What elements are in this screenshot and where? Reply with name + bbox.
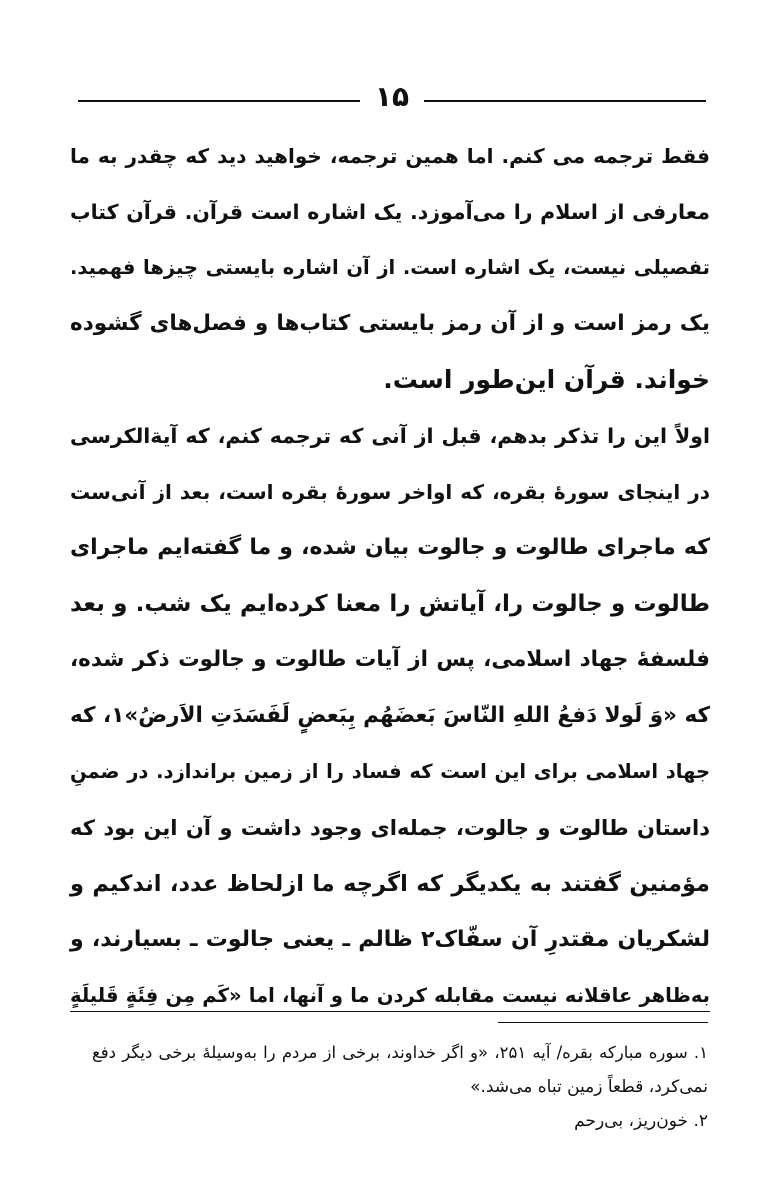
text-line: مؤمنین گفتند به یکدیگر که اگرچه ما ازلحاظ عدد، اندکیم و — [70, 871, 710, 897]
footnote-line: ۲. خون‌ریز، بی‌رحم — [574, 1111, 708, 1131]
footnote-divider — [498, 1022, 708, 1023]
body-paragraphs — [70, 128, 710, 1024]
header-rule-left — [78, 100, 360, 102]
text-line: طالوت و جالوت را، آیاتش را معنا کرده‌ایم یک شب. و بعد — [70, 591, 710, 617]
text-line: داستان طالوت و جالوت، جمله‌ای وجود داشت و آن این بود که — [70, 816, 710, 840]
text-line: تفصیلی نیست، یک اشاره است. از آن اشاره بایستی چیزها فهمید. — [70, 256, 710, 279]
text-line: که ماجرای طالوت و جالوت بیان شده، و ما گفته‌ایم ماجرای — [70, 535, 710, 560]
underlined-text: به‌ظاهر عاقلانه نیست مقابله کردن ما و آنها، اما «کَم مِن فِئَةٍ قَلیلَةٍ — [70, 984, 710, 1012]
text-line: فقط ترجمه می کنم. اما همین ترجمه، خواهید دید که چقدر به ما — [70, 144, 710, 168]
text-line: که «وَ لَولا دَفعُ اللهِ النّاسَ بَعضَهُم بِبَعضٍ لَفَسَدَتِ الاَرضُ»۱، که — [70, 703, 710, 728]
footnote-line: ۱. سوره مبارکه بقره/ آیه ۲۵۱، «و اگر خداوند، برخی از مردم را به‌وسیلهٔ برخی دیگر دفع — [92, 1043, 708, 1062]
header-rule-right — [424, 100, 706, 102]
text-line: اولاً این را تذکر بدهم، قبل از آنی که ترجمه کنم، که آیةالکرسی — [70, 424, 710, 448]
footnote-line: نمی‌کرد، قطعاً زمین تباه می‌شد.» — [470, 1077, 708, 1097]
text-line: خواند. قرآن این‌طور است. — [383, 365, 710, 394]
footnotes — [92, 1036, 708, 1138]
text-line: فلسفهٔ جهاد اسلامی، پس از آیات طالوت و جالوت ذکر شده، — [70, 647, 710, 672]
text-line: معارفی از اسلام را می‌آموزد. یک اشاره است قرآن. قرآن کتاب — [70, 200, 710, 224]
page-header — [78, 78, 706, 118]
text-line: در اینجای سورهٔ بقره، که اواخر سورهٔ بقره است، بعد از آنی‌ست — [70, 480, 710, 504]
page-number: ۱۵ — [374, 80, 410, 113]
text-line — [70, 968, 710, 1024]
text-line: یک رمز است و از آن رمز بایستی کتاب‌ها و فصل‌های گشوده — [70, 311, 710, 336]
text-line: لشکریان مقتدرِ آن سفّاک۲ ظالم ـ یعنی جالوت ـ بسیارند، و — [70, 927, 710, 952]
text-line: جهاد اسلامی برای این است که فساد را از زمین براندازد. در ضمنِ — [70, 760, 710, 783]
